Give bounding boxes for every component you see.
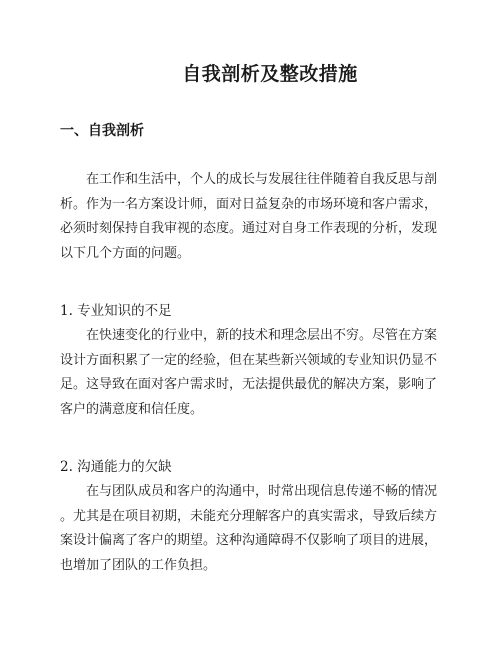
paragraph-line: 足。这导致在面对客户需求时，无法提供最优的解决方案，影响了 (60, 377, 438, 392)
paragraph-line: 在与团队成员和客户的沟通中，时常出现信息传递不畅的情况 (86, 484, 438, 499)
item-heading-professional-knowledge: 1. 专业知识的不足 (60, 303, 172, 319)
paragraph-line: 也增加了团队的工作负担。 (60, 557, 217, 573)
paragraph-line: 以下几个方面的问题。 (60, 245, 191, 261)
paragraph-line: 在快速变化的行业中，新的技术和理念层出不穷。尽管在方案 (86, 328, 438, 343)
document-title: 自我剖析及整改措施 (182, 63, 358, 85)
item-heading-communication: 2. 沟通能力的欠缺 (60, 459, 172, 475)
paragraph-line: 。尤其是在项目初期，未能充分理解客户的真实需求，导致后续方 (60, 508, 438, 524)
professional-knowledge-paragraph (60, 324, 452, 422)
paragraph-line: 析。作为一名方案设计师，面对日益复杂的市场环境和客户需求， (60, 196, 438, 212)
paragraph-line: 设计方面积累了一定的经验，但在某些新兴领域的专业知识仍显不 (60, 352, 438, 368)
intro-paragraph (60, 168, 452, 266)
communication-paragraph (60, 480, 452, 578)
paragraph-line: 在工作和生活中，个人的成长与发展往往伴随着自我反思与剖 (86, 172, 438, 187)
paragraph-line: 必须时刻保持自我审视的态度。通过对自身工作表现的分析，发现 (60, 221, 438, 236)
paragraph-line: 客户的满意度和信任度。 (60, 401, 204, 417)
section-heading-self-analysis: 一、自我剖析 (60, 123, 144, 139)
paragraph-line: 案设计偏离了客户的期望。这种沟通障碍不仅影响了项目的进展， (60, 533, 438, 548)
